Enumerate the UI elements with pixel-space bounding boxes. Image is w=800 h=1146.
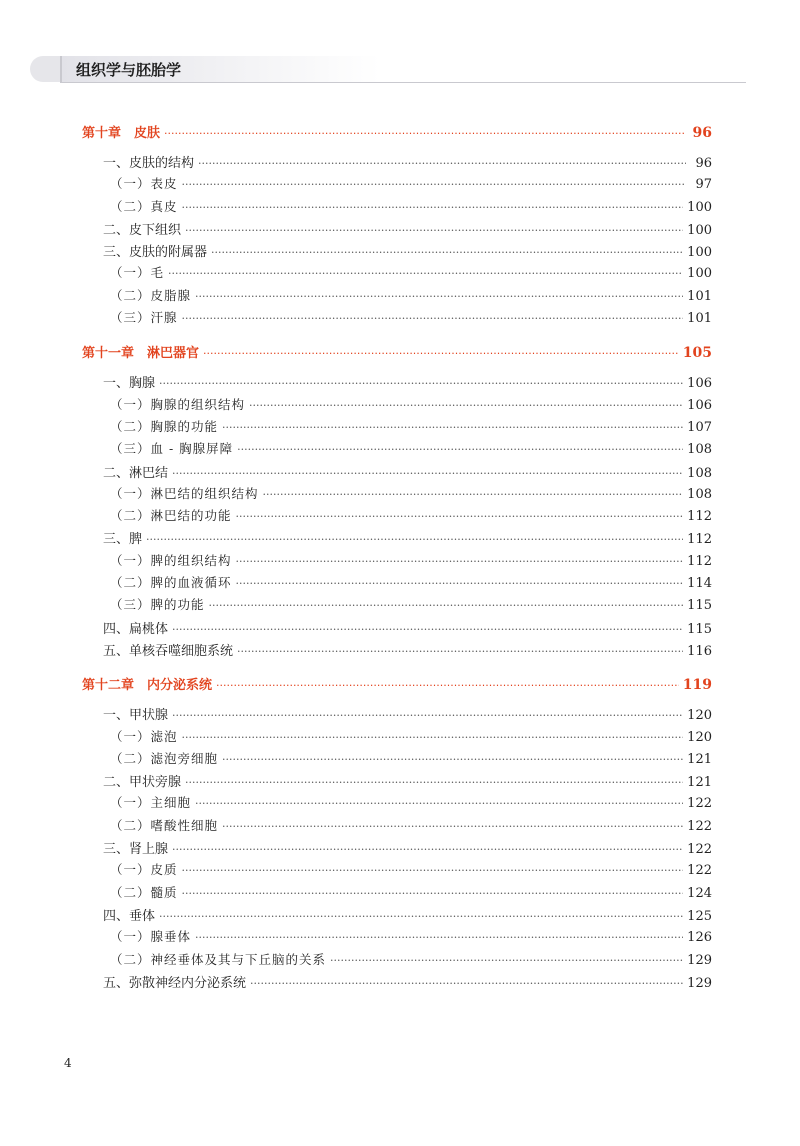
toc-leader-dots bbox=[159, 377, 683, 390]
toc-page-number: 112 bbox=[687, 509, 712, 525]
toc-page-number: 126 bbox=[687, 930, 712, 946]
toc-leader-dots bbox=[237, 443, 683, 456]
toc-section-entry bbox=[82, 595, 712, 617]
toc-section-entry bbox=[82, 241, 712, 263]
toc-page-number: 120 bbox=[687, 729, 712, 745]
header-rule bbox=[60, 82, 746, 83]
toc-section-entry bbox=[82, 219, 712, 241]
toc-leader-dots bbox=[236, 577, 684, 590]
toc-entry-title: （二）皮脂腺 bbox=[110, 287, 192, 303]
toc-page-number: 96 bbox=[695, 156, 712, 171]
toc-chapter-entry bbox=[82, 342, 712, 366]
toc-leader-dots bbox=[146, 533, 683, 546]
toc-entry-title: （三）血 - 胸腺屏障 bbox=[110, 441, 234, 457]
toc-page-number: 120 bbox=[687, 708, 712, 724]
toc-section-entry bbox=[82, 308, 712, 330]
book-title: 组织学与胚胎学 bbox=[76, 61, 182, 79]
toc-leader-dots bbox=[195, 931, 683, 944]
toc-page-number: 125 bbox=[687, 908, 712, 924]
toc-entry-title: （二）滤泡旁细胞 bbox=[110, 750, 219, 766]
toc-page-number: 116 bbox=[687, 643, 712, 659]
toc-entry-title: 三、脾 bbox=[103, 532, 143, 548]
toc-leader-dots bbox=[198, 157, 686, 170]
toc-entry-title: （三）脾的功能 bbox=[110, 597, 205, 613]
toc-page-number: 100 bbox=[687, 199, 712, 215]
toc-page-number: 122 bbox=[687, 842, 712, 858]
toc-section-entry bbox=[82, 573, 712, 595]
toc-leader-dots bbox=[172, 709, 683, 722]
toc-entry-title: 第十二章 内分泌系统 bbox=[82, 678, 213, 694]
toc-leader-dots bbox=[263, 488, 684, 501]
toc-entry-title: （一）皮质 bbox=[110, 862, 178, 878]
toc-page-number: 121 bbox=[687, 775, 712, 791]
toc-entry-title: 一、皮肤的结构 bbox=[103, 156, 195, 171]
toc-entry-title: 二、淋巴结 bbox=[103, 465, 169, 481]
toc-entry-title: 一、甲状腺 bbox=[103, 708, 169, 724]
toc-leader-dots bbox=[222, 820, 683, 833]
toc-entry-title: 五、单核吞噬细胞系统 bbox=[103, 643, 234, 659]
toc-leader-dots bbox=[172, 467, 683, 480]
toc-page-number: 129 bbox=[687, 952, 712, 968]
toc-leader-dots bbox=[203, 347, 679, 360]
toc-page-number: 119 bbox=[682, 677, 712, 694]
toc-section-entry bbox=[82, 640, 712, 662]
header-divider bbox=[60, 56, 62, 83]
toc-leader-dots bbox=[182, 864, 684, 877]
toc-section-entry bbox=[82, 197, 712, 219]
toc-leader-dots bbox=[195, 797, 683, 810]
toc-leader-dots bbox=[216, 679, 679, 692]
toc-entry-title: 五、弥散神经内分泌系统 bbox=[103, 975, 247, 991]
toc-section-entry bbox=[82, 838, 712, 860]
toc-leader-dots bbox=[195, 290, 683, 303]
toc-section-entry bbox=[82, 883, 712, 905]
toc-leader-dots bbox=[185, 776, 683, 789]
toc-page-number: 97 bbox=[695, 177, 712, 193]
toc-entry-title: 三、肾上腺 bbox=[103, 842, 169, 858]
toc-page-number: 100 bbox=[687, 266, 712, 282]
toc-section-entry bbox=[82, 395, 712, 417]
toc-section-entry bbox=[82, 551, 712, 573]
toc-entry-title: （三）汗腺 bbox=[110, 310, 178, 326]
toc-entry-title: （二）胸腺的功能 bbox=[110, 418, 219, 434]
toc-page-number: 124 bbox=[687, 885, 712, 901]
toc-page-number: 115 bbox=[687, 598, 712, 614]
toc-entry-title: （一）腺垂体 bbox=[110, 929, 192, 945]
table-of-contents bbox=[82, 122, 712, 994]
toc-section-entry bbox=[82, 771, 712, 793]
toc-section-entry bbox=[82, 506, 712, 528]
toc-section-entry bbox=[82, 618, 712, 640]
toc-leader-dots bbox=[250, 977, 683, 990]
toc-section-entry bbox=[82, 793, 712, 815]
toc-section-entry bbox=[82, 860, 712, 882]
toc-section-entry bbox=[82, 927, 712, 949]
toc-page-number: 108 bbox=[687, 465, 712, 481]
toc-section-entry bbox=[82, 462, 712, 484]
toc-page-number: 96 bbox=[692, 125, 712, 141]
toc-section-entry bbox=[82, 749, 712, 771]
toc-entry-title: 三、皮肤的附属器 bbox=[103, 245, 208, 261]
toc-page-number: 101 bbox=[687, 288, 712, 304]
toc-page-number: 100 bbox=[687, 222, 712, 238]
toc-section-entry bbox=[82, 286, 712, 308]
toc-entry-title: （二）神经垂体及其与下丘脑的关系 bbox=[110, 951, 327, 967]
toc-entry-title: （一）毛 bbox=[110, 265, 165, 281]
toc-section-entry bbox=[82, 972, 712, 994]
toc-entry-title: （一）表皮 bbox=[110, 176, 178, 192]
toc-leader-dots bbox=[182, 201, 684, 214]
toc-leader-dots bbox=[237, 645, 683, 658]
toc-entry-title: （一）淋巴结的组织结构 bbox=[110, 485, 259, 501]
toc-entry-title: （一）脾的组织结构 bbox=[110, 552, 232, 568]
toc-entry-title: （一）胸腺的组织结构 bbox=[110, 396, 246, 412]
toc-entry-title: （二）淋巴结的功能 bbox=[110, 508, 232, 524]
toc-leader-dots bbox=[172, 623, 683, 636]
toc-entry-title: （一）主细胞 bbox=[110, 795, 192, 811]
toc-leader-dots bbox=[249, 399, 683, 412]
toc-section-entry bbox=[82, 439, 712, 461]
toc-leader-dots bbox=[330, 954, 683, 967]
toc-leader-dots bbox=[209, 599, 684, 612]
toc-leader-dots bbox=[211, 246, 683, 259]
toc-entry-title: （二）脾的血液循环 bbox=[110, 575, 232, 591]
toc-page-number: 122 bbox=[687, 818, 712, 834]
toc-entry-title: 四、扁桃体 bbox=[103, 621, 169, 637]
toc-page-number: 122 bbox=[687, 863, 712, 879]
toc-entry-title: 一、胸腺 bbox=[103, 376, 156, 392]
toc-leader-dots bbox=[236, 510, 684, 523]
toc-section-entry bbox=[82, 950, 712, 972]
toc-page-number: 106 bbox=[687, 376, 712, 392]
toc-section-entry bbox=[82, 152, 712, 174]
toc-page-number: 115 bbox=[687, 621, 712, 637]
toc-section-entry bbox=[82, 484, 712, 506]
toc-entry-title: （二）真皮 bbox=[110, 198, 178, 214]
toc-section-entry bbox=[82, 704, 712, 726]
toc-page-number: 101 bbox=[687, 311, 712, 327]
toc-section-entry bbox=[82, 905, 712, 927]
toc-entry-title: 第十章 皮肤 bbox=[82, 126, 161, 141]
toc-section-entry bbox=[82, 816, 712, 838]
toc-entry-title: 二、甲状旁腺 bbox=[103, 775, 182, 791]
toc-leader-dots bbox=[182, 887, 684, 900]
running-header bbox=[30, 56, 800, 84]
toc-page-number: 107 bbox=[687, 419, 712, 435]
page-number: 4 bbox=[64, 1056, 72, 1070]
toc-page-number: 122 bbox=[687, 796, 712, 812]
toc-page-number: 108 bbox=[687, 442, 712, 458]
toc-leader-dots bbox=[159, 910, 683, 923]
toc-leader-dots bbox=[164, 127, 686, 140]
toc-page-number: 112 bbox=[687, 553, 712, 569]
toc-leader-dots bbox=[236, 555, 684, 568]
toc-entry-title: （二）髓质 bbox=[110, 884, 178, 900]
toc-leader-dots bbox=[185, 224, 683, 237]
toc-page-number: 100 bbox=[687, 245, 712, 261]
toc-entry-title: （一）滤泡 bbox=[110, 728, 178, 744]
toc-page-number: 114 bbox=[687, 576, 712, 592]
toc-entry-title: 四、垂体 bbox=[103, 908, 156, 924]
toc-leader-dots bbox=[182, 731, 684, 744]
toc-leader-dots bbox=[182, 312, 684, 325]
toc-leader-dots bbox=[222, 421, 683, 434]
toc-page-number: 105 bbox=[682, 345, 712, 362]
toc-leader-dots bbox=[168, 267, 683, 280]
toc-section-entry bbox=[82, 528, 712, 550]
toc-page-number: 121 bbox=[687, 751, 712, 767]
toc-leader-dots bbox=[172, 843, 683, 856]
toc-entry-title: （二）嗜酸性细胞 bbox=[110, 817, 219, 833]
toc-page-number: 112 bbox=[687, 532, 712, 548]
toc-leader-dots bbox=[182, 178, 686, 191]
toc-section-entry bbox=[82, 417, 712, 439]
toc-page-number: 108 bbox=[687, 486, 712, 502]
toc-chapter-entry bbox=[82, 674, 712, 698]
toc-section-entry bbox=[82, 263, 712, 285]
toc-entry-title: 第十一章 淋巴器官 bbox=[82, 346, 200, 362]
toc-page-number: 129 bbox=[687, 975, 712, 991]
toc-chapter-entry bbox=[82, 122, 712, 146]
toc-section-entry bbox=[82, 174, 712, 196]
toc-page-number: 106 bbox=[687, 397, 712, 413]
toc-leader-dots bbox=[222, 753, 683, 766]
toc-section-entry bbox=[82, 372, 712, 394]
toc-section-entry bbox=[82, 727, 712, 749]
toc-entry-title: 二、皮下组织 bbox=[103, 222, 182, 238]
